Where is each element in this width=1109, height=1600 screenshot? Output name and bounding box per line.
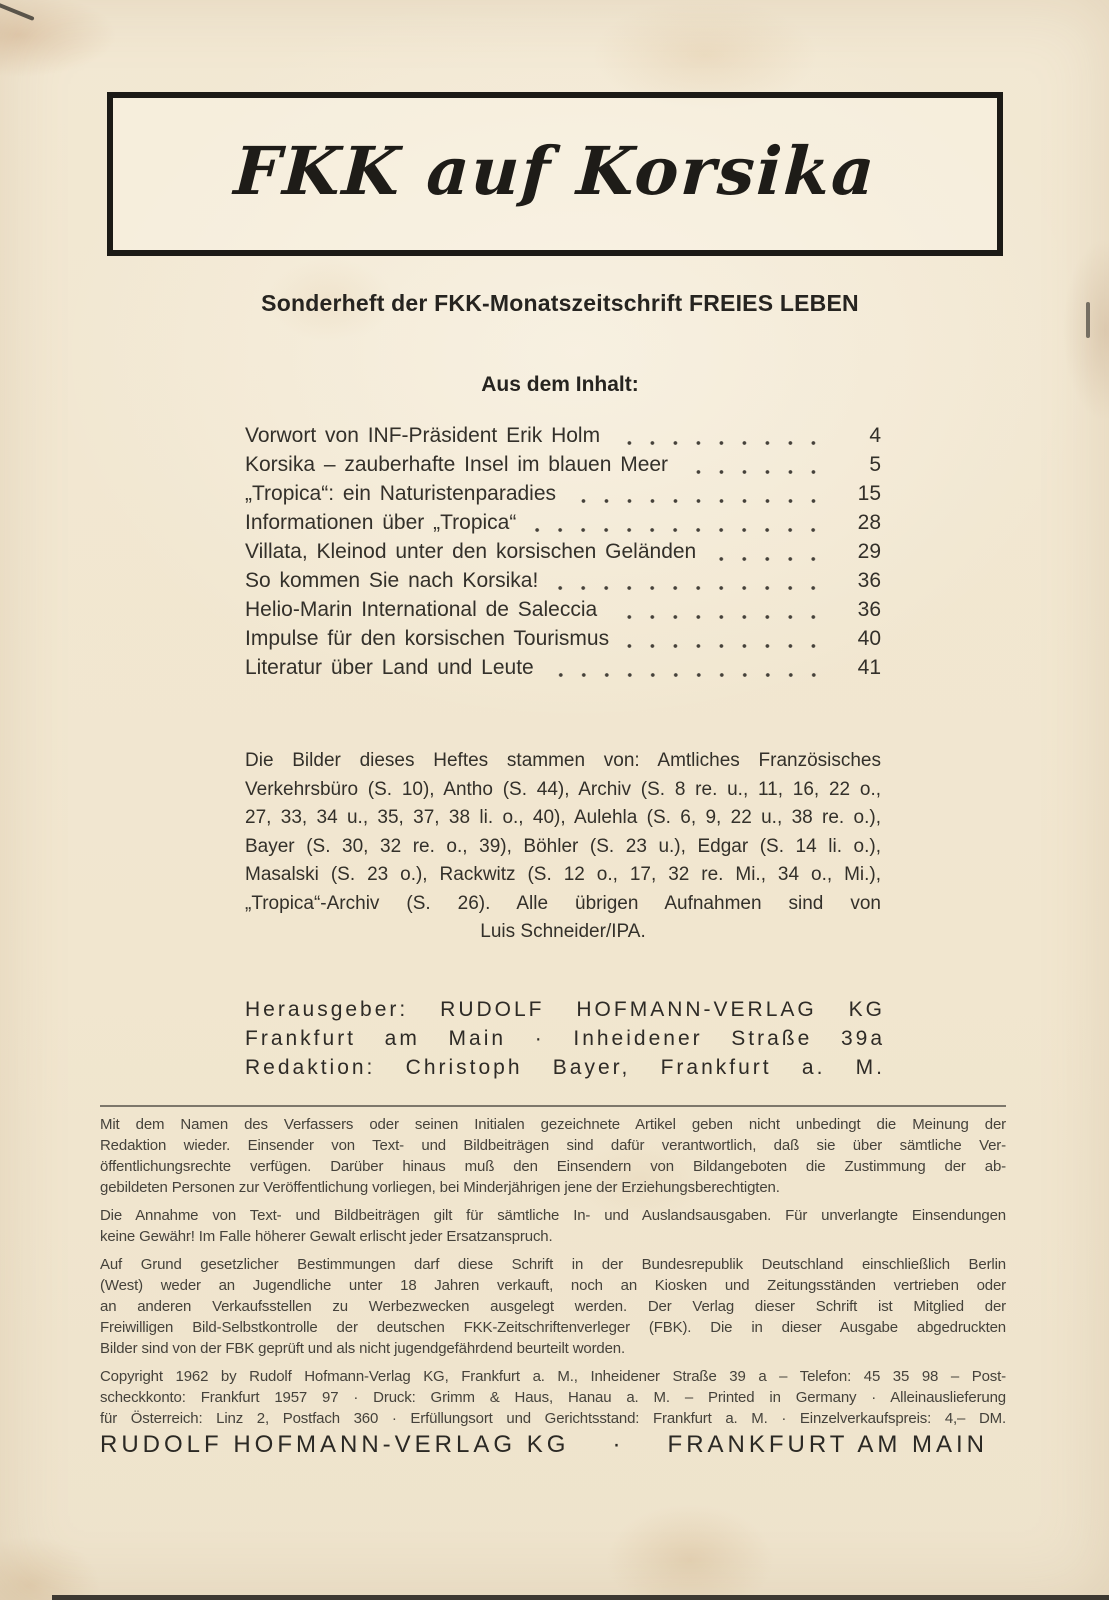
toc-entry-label: Helio-Marin International de Saleccia bbox=[245, 598, 598, 621]
imprint-line: Redaktion wieder. Einsender von Text- und Bildbeiträgen sind dafür verantwortlich, daß sie über sämtliche Ver- bbox=[100, 1137, 1006, 1154]
credits-line: Die Bilder dieses Heftes stammen von: Amtliches Französisches bbox=[245, 750, 881, 771]
dot-leader bbox=[611, 598, 827, 627]
toc-entry-page: 15 bbox=[857, 482, 881, 505]
credits-line: Verkehrsbüro (S. 10), Antho (S. 44), Archiv (S. 8 re. u., 11, 16, 22 o., bbox=[245, 778, 881, 800]
imprint-line: Auf Grund gesetzlicher Bestimmungen darf diese Schrift in der Bundesrepublik Deutschland einschließlich Berlin bbox=[100, 1256, 1006, 1273]
toc-entry-page: 41 bbox=[857, 656, 881, 679]
toc-entry-label: Vorwort von INF-Präsident Erik Holm bbox=[245, 424, 601, 447]
toc-entry-page: 36 bbox=[857, 569, 881, 592]
dot-leader bbox=[570, 482, 827, 511]
publisher-line: Redaktion: Christoph Bayer, Frankfurt a. M. bbox=[245, 1056, 885, 1079]
dot-leader bbox=[682, 453, 827, 482]
toc-entry-page: 4 bbox=[869, 424, 881, 447]
imprint-line: (West) weder an Jugendliche unter 18 Jahren verkauft, noch an Kiosken und Zeitungsständen vertrieben oder bbox=[100, 1277, 1006, 1294]
subtitle: Sonderheft der FKK-Monatszeitschrift FREIES LEBEN bbox=[261, 290, 859, 316]
title-frame bbox=[107, 92, 1003, 256]
footer-publisher-line bbox=[100, 1431, 988, 1459]
imprint-line: gebildeten Personen zur Veröffentlichung vorliegen, bei Minderjährigen jene der Erziehungsberechtigten. bbox=[100, 1179, 780, 1196]
footer-separator-dot: · bbox=[612, 1431, 625, 1458]
credits-line: Luis Schneider/IPA. bbox=[480, 921, 646, 942]
dot-leader bbox=[552, 569, 827, 598]
dot-leader bbox=[530, 511, 827, 540]
credits-line: 27, 33, 34 u., 35, 37, 38 li. o., 40), Aulehla (S. 6, 9, 22 u., 38 re. o.), bbox=[245, 807, 881, 828]
toc-row bbox=[245, 656, 881, 685]
imprint-line: Copyright 1962 by Rudolf Hofmann-Verlag KG, Frankfurt a. M., Inheidener Straße 39 a – Telefon: 45 35 98 – Post- bbox=[100, 1368, 1006, 1385]
toc-row bbox=[245, 598, 881, 627]
imprint-line: keine Gewähr! Im Falle höherer Gewalt erlischt jeder Ersatzanspruch. bbox=[100, 1228, 553, 1245]
toc-entry-label: So kommen Sie nach Korsika! bbox=[245, 569, 539, 592]
toc-row bbox=[245, 540, 881, 569]
toc-row bbox=[245, 511, 881, 540]
publisher-line: Herausgeber: RUDOLF HOFMANN-VERLAG KG bbox=[245, 998, 885, 1021]
toc-entry-label: Literatur über Land und Leute bbox=[245, 656, 534, 679]
publisher-block bbox=[245, 995, 885, 1082]
imprint-line: Die Annahme von Text- und Bildbeiträgen gilt für sämtliche In- und Auslandsausgaben. Für unverlangte Einsendungen bbox=[100, 1207, 1006, 1224]
dot-leader bbox=[623, 627, 827, 656]
footer-city: FRANKFURT AM MAIN bbox=[667, 1431, 988, 1458]
scan-artifact bbox=[0, 0, 35, 21]
toc-row bbox=[245, 569, 881, 598]
toc-entry-page: 36 bbox=[857, 598, 881, 621]
imprint-fine-print bbox=[100, 1114, 1006, 1429]
imprint-line: öffentlichungsrechte verfügen. Darüber hinaus muß den Einsendern von Bildangeboten die Zustimmung der ab- bbox=[100, 1158, 1006, 1175]
toc-entry-page: 5 bbox=[869, 453, 881, 476]
toc-entry-label: Informationen über „Tropica“ bbox=[245, 511, 517, 534]
divider-rule bbox=[100, 1105, 1006, 1107]
credits-line: Bayer (S. 30, 32 re. o., 39), Böhler (S. 23 u.), Edgar (S. 14 li. o.), bbox=[245, 835, 881, 857]
toc-entry-label: Impulse für den korsischen Tourismus bbox=[245, 627, 610, 650]
imprint-line: für Österreich: Linz 2, Postfach 360 · Erfüllungsort und Gerichtsstand: Frankfurt a. M. · Einzelverkaufspreis: 4,– DM. bbox=[100, 1410, 1006, 1427]
dot-leader bbox=[614, 424, 827, 453]
toc-entry-page: 40 bbox=[857, 627, 881, 650]
publisher-line: Frankfurt am Main · Inheidener Straße 39a bbox=[245, 1027, 885, 1050]
dot-leader bbox=[548, 656, 827, 685]
toc-entry-page: 29 bbox=[857, 540, 881, 563]
scan-artifact bbox=[1086, 302, 1090, 338]
toc-entry-page: 28 bbox=[857, 511, 881, 534]
imprint-line: an anderen Verkaufsstellen zu Werbezwecken ausgelegt werden. Der Verlag dieser Schrift ist Mitglied der bbox=[100, 1298, 1006, 1315]
toc-heading: Aus dem Inhalt: bbox=[481, 373, 639, 396]
toc-row bbox=[245, 482, 881, 511]
credits-line: Masalski (S. 23 o.), Rackwitz (S. 12 o., 17, 32 re. Mi., 34 o., Mi.), bbox=[245, 864, 881, 885]
imprint-line: Mit dem Namen des Verfassers oder seinen Initialen gezeichnete Artikel geben nicht unbedingt die Meinung der bbox=[100, 1116, 1006, 1133]
footer-publisher: RUDOLF HOFMANN-VERLAG KG bbox=[100, 1431, 570, 1458]
credits-line: „Tropica“-Archiv (S. 26). Alle übrigen Aufnahmen sind von bbox=[245, 892, 881, 914]
imprint-line: scheckkonto: Frankfurt 1957 97 · Druck: Grimm & Haus, Hanau a. M. – Printed in Germany · Alleinauslieferung bbox=[100, 1389, 1006, 1406]
scan-edge-shadow bbox=[52, 1595, 1109, 1600]
table-of-contents bbox=[245, 424, 881, 685]
toc-entry-label: Villata, Kleinod unter den korsischen Geländen bbox=[245, 540, 697, 563]
toc-row bbox=[245, 424, 881, 453]
toc-row bbox=[245, 453, 881, 482]
page-title: FKK auf Korsika bbox=[232, 132, 879, 210]
toc-entry-label: Korsika – zauberhafte Insel im blauen Meer bbox=[245, 453, 669, 476]
imprint-line: Freiwilligen Bild-Selbstkontrolle der deutschen FKK-Zeitschriftenverleger (FBK). Die in dieser Ausgabe abgedruckten bbox=[100, 1319, 1006, 1336]
toc-entry-label: „Tropica“: ein Naturistenparadies bbox=[245, 482, 557, 505]
photo-credits bbox=[245, 747, 881, 947]
toc-row bbox=[245, 627, 881, 656]
dot-leader bbox=[710, 540, 827, 569]
imprint-line: Bilder sind von der FBK geprüft und als nicht jugendgefährdend beurteilt worden. bbox=[100, 1340, 626, 1357]
